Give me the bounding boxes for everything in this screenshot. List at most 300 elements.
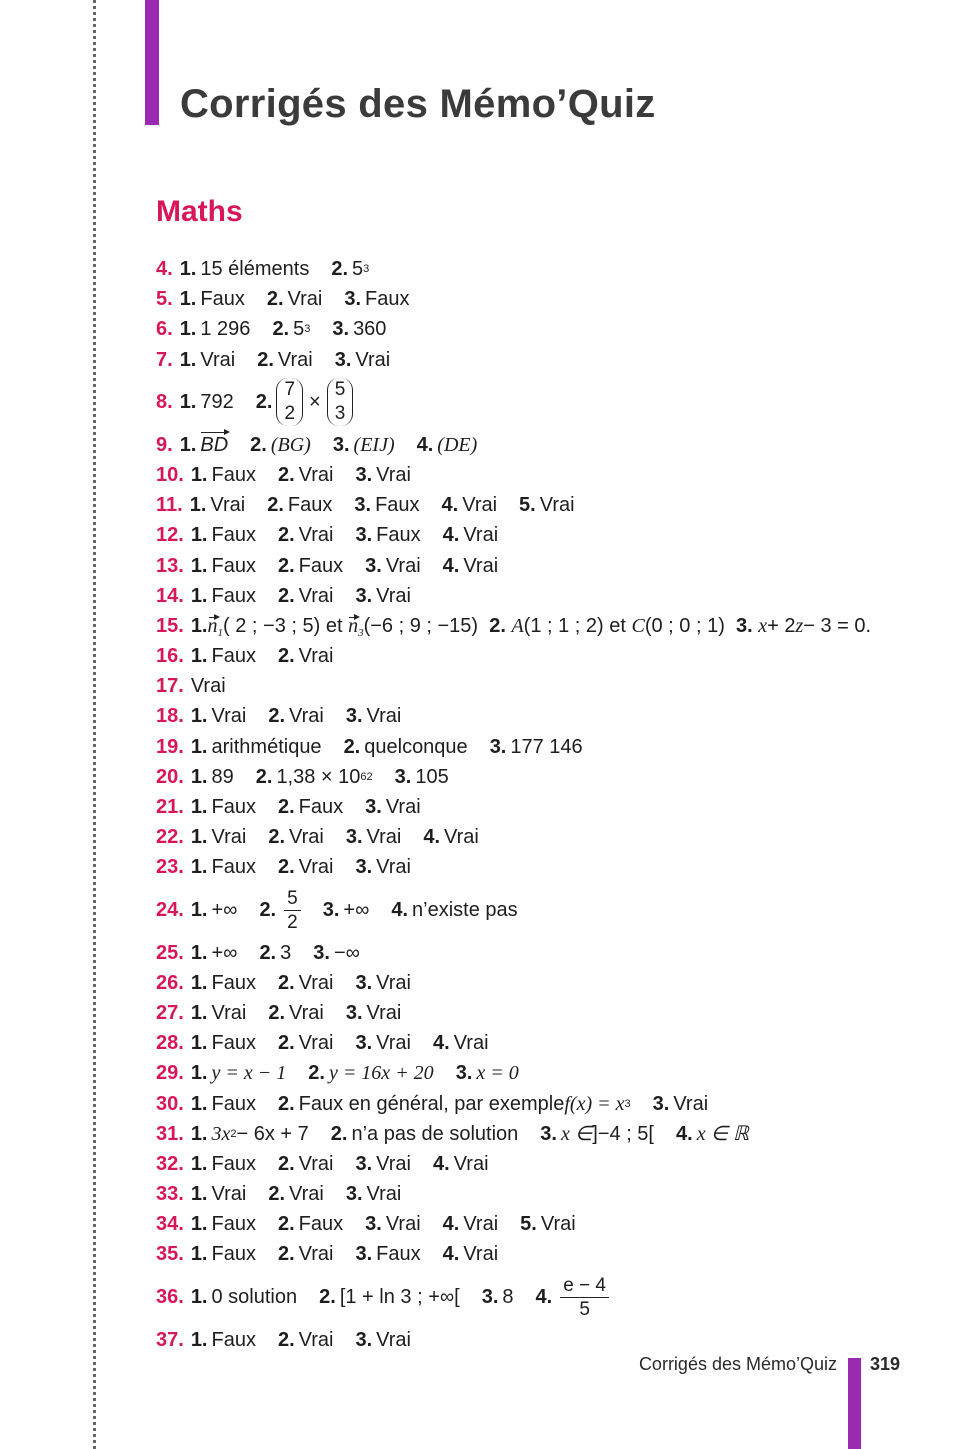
answer-row bbox=[156, 968, 936, 998]
question-number: 5. bbox=[156, 288, 173, 311]
answer-text: Vrai bbox=[376, 1328, 411, 1351]
answer-key: 3. bbox=[355, 524, 373, 547]
answer-key: 4. bbox=[442, 1213, 460, 1236]
answer-row bbox=[156, 762, 936, 792]
answer bbox=[433, 1028, 489, 1058]
answer bbox=[278, 460, 334, 490]
answer-key: 5. bbox=[520, 1213, 537, 1236]
answer bbox=[191, 895, 238, 925]
answer-text: Faux bbox=[298, 554, 344, 577]
answer-text: Faux bbox=[211, 645, 256, 668]
answer-text: Vrai bbox=[289, 1001, 324, 1024]
answer-key: 3. bbox=[345, 1183, 363, 1206]
answer bbox=[267, 490, 332, 520]
answer bbox=[257, 345, 313, 375]
answer-key: 2. bbox=[259, 941, 277, 964]
footer-accent-bar bbox=[848, 1358, 861, 1449]
answer bbox=[443, 520, 499, 550]
question-number: 25. bbox=[156, 941, 184, 964]
question-number: 23. bbox=[156, 856, 184, 879]
question-number: 4. bbox=[156, 258, 173, 280]
answer bbox=[268, 1179, 324, 1209]
answer-key: 2. bbox=[277, 796, 295, 818]
answer-key: 1. bbox=[190, 735, 208, 758]
answer-text: quelconque bbox=[364, 735, 468, 758]
answer-key: 2. bbox=[268, 705, 286, 728]
answer-text: Vrai bbox=[376, 856, 411, 879]
answer-text: (EIJ) bbox=[353, 433, 395, 456]
answer: 2. 5 3 bbox=[331, 254, 369, 284]
answer-text: Vrai bbox=[298, 1152, 334, 1175]
question-number: 32. bbox=[156, 1152, 184, 1175]
answer bbox=[191, 520, 256, 550]
answer bbox=[308, 1058, 433, 1088]
answer-text: 792 bbox=[200, 391, 234, 414]
answer bbox=[355, 581, 411, 611]
answer-key: 3. bbox=[344, 288, 362, 311]
answer bbox=[355, 1149, 411, 1179]
answer bbox=[278, 641, 334, 671]
math-expression: f(x) = x bbox=[564, 1092, 625, 1115]
vector-symbol: n bbox=[207, 614, 218, 637]
answer-text: 1 296 bbox=[200, 318, 251, 341]
question-number: 34. bbox=[156, 1213, 184, 1236]
answer-key: 1. bbox=[190, 898, 208, 921]
answer-key: 3. bbox=[355, 1243, 373, 1266]
answer-row bbox=[156, 520, 936, 550]
question-number: 10. bbox=[156, 463, 184, 486]
answer-row bbox=[156, 1179, 936, 1209]
answer-key: 3. bbox=[455, 1062, 473, 1085]
answer bbox=[676, 1119, 749, 1149]
answer-text: (BG) bbox=[270, 433, 311, 456]
answer-text: Vrai bbox=[298, 1328, 334, 1351]
answer-text: Vrai bbox=[453, 1032, 489, 1055]
answer-text: Vrai bbox=[376, 1152, 411, 1175]
answer bbox=[191, 1089, 256, 1119]
math-text: − 3 = 0. bbox=[803, 614, 872, 637]
answer bbox=[191, 671, 226, 701]
conjunction: et bbox=[320, 614, 349, 637]
math-text: + 2 bbox=[767, 614, 796, 637]
answer bbox=[365, 551, 421, 581]
answer bbox=[355, 1028, 411, 1058]
answer-key: 2. bbox=[478, 614, 512, 637]
answer bbox=[267, 284, 323, 314]
answer-key: 2. bbox=[319, 1286, 336, 1309]
question-number: 24. bbox=[156, 898, 184, 921]
answer-text: 177 146 bbox=[510, 735, 583, 758]
answer bbox=[354, 490, 419, 520]
vector-n1 bbox=[208, 611, 224, 641]
answer bbox=[191, 1282, 297, 1312]
question-number: 19. bbox=[156, 735, 184, 758]
times-sign: × bbox=[309, 391, 321, 414]
answer bbox=[323, 895, 370, 925]
answer-key: 1. bbox=[179, 391, 197, 414]
answer-row bbox=[156, 732, 936, 762]
answer-key: 2. bbox=[268, 1183, 286, 1206]
answer-text: Vrai bbox=[444, 826, 479, 849]
question-number: 27. bbox=[156, 1001, 184, 1024]
fraction bbox=[560, 1274, 609, 1321]
answer-row bbox=[156, 430, 936, 460]
answer-text: Vrai bbox=[298, 1243, 334, 1266]
answer-text: Vrai bbox=[366, 705, 402, 728]
question-number: 18. bbox=[156, 705, 184, 728]
answer bbox=[180, 284, 245, 314]
question-number: 30. bbox=[156, 1092, 184, 1115]
answer-key: 1. bbox=[190, 1183, 208, 1206]
answer: 1. 3x 2 − 6x + 7 bbox=[191, 1119, 309, 1149]
answer bbox=[191, 1239, 256, 1269]
answer-key: 1. bbox=[190, 463, 208, 486]
answer: 2. 1,38 × 10 62 bbox=[256, 762, 373, 792]
answer-key: 3. bbox=[355, 856, 373, 879]
question-number: 33. bbox=[156, 1183, 184, 1206]
answer bbox=[191, 968, 256, 998]
answer-key: 3. bbox=[652, 1092, 670, 1115]
answer bbox=[191, 551, 256, 581]
answer-key: 1. bbox=[189, 494, 207, 517]
answer-key: 3. bbox=[355, 1328, 373, 1351]
answer-text: Vrai bbox=[298, 856, 334, 879]
answer-row bbox=[156, 1058, 936, 1088]
answer bbox=[191, 701, 247, 731]
answer-key: 3. bbox=[345, 705, 363, 728]
answer-key: 4. bbox=[433, 1152, 450, 1175]
answer-text: arithmétique bbox=[211, 735, 322, 758]
answer-text: Vrai bbox=[376, 1032, 411, 1055]
answer bbox=[191, 998, 247, 1028]
answer bbox=[319, 1282, 460, 1312]
answer-text: Faux bbox=[211, 796, 256, 818]
answer bbox=[180, 254, 310, 284]
answer-key: 2. bbox=[308, 1062, 325, 1085]
answer-key: 3. bbox=[355, 1032, 373, 1055]
answer bbox=[536, 1274, 609, 1321]
answer-text: 89 bbox=[211, 765, 234, 788]
answer-key: 4. bbox=[676, 1122, 693, 1145]
answer bbox=[520, 1209, 576, 1239]
title-accent-bar bbox=[145, 0, 159, 125]
answer-text: Faux bbox=[211, 971, 256, 994]
answer: 2. 5 3 bbox=[272, 314, 310, 344]
answer-row bbox=[156, 1089, 936, 1119]
answer-key: 3. bbox=[540, 1122, 557, 1145]
math-expression: x ∈ ℝ bbox=[696, 1122, 749, 1145]
answer bbox=[190, 490, 246, 520]
answer-key: 1. bbox=[190, 554, 208, 577]
answer bbox=[191, 460, 256, 490]
answer-row bbox=[156, 701, 936, 731]
answer bbox=[355, 852, 411, 882]
binomial-top: 5 bbox=[334, 379, 346, 401]
question-number: 6. bbox=[156, 318, 173, 341]
answer-key: 1. bbox=[190, 584, 208, 607]
answer-text: Faux bbox=[211, 1243, 256, 1266]
answer-key: 2. bbox=[255, 765, 273, 788]
math-expression: y = 16x + 20 bbox=[328, 1062, 434, 1085]
question-number: 21. bbox=[156, 796, 184, 818]
answer-text: −∞ bbox=[333, 941, 360, 964]
page-number: 319 bbox=[870, 1354, 901, 1374]
answer-key: 2. bbox=[277, 1243, 295, 1266]
answer-text: +∞ bbox=[211, 898, 238, 921]
answer-text: n’existe pas bbox=[412, 898, 518, 921]
answer-key: 4. bbox=[391, 898, 409, 921]
answer-text: 0 solution bbox=[211, 1286, 298, 1309]
answer-key: 3. bbox=[489, 735, 507, 758]
answer bbox=[256, 378, 354, 426]
answer bbox=[346, 998, 402, 1028]
answer-text: Faux bbox=[376, 1243, 421, 1266]
answer-key: 3. bbox=[355, 463, 373, 486]
answer-key: 2. bbox=[277, 1092, 295, 1115]
answer-key: 1. bbox=[190, 1122, 208, 1145]
answer-key: 1. bbox=[190, 705, 208, 728]
answer-key: 2. bbox=[268, 1001, 286, 1024]
answer-key: 1. bbox=[190, 1032, 208, 1055]
answer-row bbox=[156, 1119, 936, 1149]
answer-key: 2. bbox=[277, 554, 295, 577]
answer-text: Faux bbox=[211, 856, 256, 879]
answer-text: Faux bbox=[211, 1152, 256, 1175]
subscript: 3 bbox=[358, 626, 364, 639]
answer-text: Faux en général, par exemple bbox=[298, 1092, 565, 1115]
answer-key: 2. bbox=[250, 433, 267, 456]
fraction bbox=[284, 887, 301, 934]
answer-key: 4. bbox=[423, 826, 441, 849]
answer-text: (DE) bbox=[437, 433, 478, 456]
answer-key: 3. bbox=[365, 796, 382, 818]
answer bbox=[259, 938, 291, 968]
answer-text: 8 bbox=[502, 1286, 514, 1309]
answer-text: Vrai bbox=[385, 554, 421, 577]
answer bbox=[423, 822, 479, 852]
answer-text: Faux bbox=[287, 494, 333, 517]
answer-text: Vrai bbox=[298, 645, 334, 668]
answer-key: 4. bbox=[441, 494, 459, 517]
math-expression: y = x − 1 bbox=[211, 1062, 287, 1085]
answer-key: 3. bbox=[345, 1001, 363, 1024]
answer-key: 3. bbox=[313, 941, 330, 964]
answer bbox=[313, 938, 360, 968]
answer-key: 2. bbox=[277, 1152, 295, 1175]
answer-key: 1. bbox=[190, 524, 208, 547]
answer-text: ]−4 ; 5[ bbox=[592, 1122, 654, 1145]
answer-key: 1. bbox=[190, 1286, 208, 1309]
answer-text: Vrai bbox=[211, 705, 247, 728]
question-number: 9. bbox=[156, 433, 173, 456]
answer bbox=[443, 1209, 499, 1239]
answer bbox=[278, 551, 343, 581]
answer-key: 2. bbox=[277, 524, 295, 547]
answer-text: Vrai bbox=[366, 826, 402, 849]
point-label: A bbox=[511, 614, 524, 637]
answer-text: Vrai bbox=[385, 796, 421, 818]
answer bbox=[191, 732, 322, 762]
answer-key: 3. bbox=[322, 898, 340, 921]
answer bbox=[355, 1325, 411, 1355]
answer-key: 1. bbox=[179, 318, 197, 341]
answer bbox=[278, 852, 334, 882]
binomial bbox=[327, 378, 354, 426]
answer bbox=[191, 1179, 247, 1209]
binomial-top: 7 bbox=[284, 379, 296, 401]
answer-row bbox=[156, 284, 936, 314]
answer-key: 4. bbox=[433, 1032, 450, 1055]
answer bbox=[191, 852, 256, 882]
answer-key: 1. bbox=[190, 645, 208, 668]
answer-row bbox=[156, 671, 936, 701]
question-number: 37. bbox=[156, 1328, 184, 1351]
answer-key: 1. bbox=[190, 971, 208, 994]
answer-text: Faux bbox=[211, 524, 256, 547]
answer bbox=[331, 1119, 518, 1149]
answer-key: 2. bbox=[343, 735, 361, 758]
answer-key: 1. bbox=[179, 258, 197, 280]
answer-key: 4. bbox=[442, 554, 460, 577]
answer-text: Vrai bbox=[211, 1183, 247, 1206]
answer bbox=[482, 1282, 514, 1312]
answer-key: 3. bbox=[345, 826, 363, 849]
vector-symbol: n bbox=[348, 614, 359, 637]
answer-text: Faux bbox=[211, 463, 256, 486]
binomial-bottom: 3 bbox=[334, 403, 346, 425]
answer-text: Vrai bbox=[463, 1243, 499, 1266]
answer-key: 3. bbox=[365, 1213, 382, 1236]
answer bbox=[365, 1209, 421, 1239]
answer-key: 1. bbox=[190, 941, 208, 964]
answer-key: 2. bbox=[259, 898, 277, 921]
answer-text: Vrai bbox=[289, 705, 324, 728]
answer bbox=[346, 822, 402, 852]
math-var: z bbox=[795, 614, 804, 637]
answer-key: 4. bbox=[535, 1286, 553, 1309]
answer bbox=[278, 1209, 343, 1239]
answer-text: Vrai bbox=[376, 971, 411, 994]
answer-key: 2. bbox=[277, 463, 295, 486]
answer-text: +∞ bbox=[343, 898, 370, 921]
answer bbox=[540, 1119, 654, 1149]
numerator: e − 4 bbox=[560, 1274, 609, 1298]
answer bbox=[191, 1058, 286, 1088]
answer bbox=[653, 1089, 709, 1119]
answer-text: Vrai bbox=[673, 1092, 709, 1115]
answer-key: 3. bbox=[481, 1286, 499, 1309]
answer bbox=[456, 1058, 519, 1088]
answer-text: Vrai bbox=[289, 826, 324, 849]
answer-text: Faux bbox=[376, 524, 421, 547]
cut-line bbox=[93, 0, 96, 1449]
answer-row bbox=[156, 998, 936, 1028]
answer-key: 3. bbox=[332, 318, 350, 341]
answer-text: Vrai bbox=[463, 1213, 499, 1236]
answer-text: Vrai bbox=[298, 463, 334, 486]
answer-text: Faux bbox=[211, 554, 256, 577]
answer-key: 1. bbox=[179, 433, 197, 456]
answer bbox=[355, 520, 420, 550]
answer-text: 5 bbox=[352, 258, 364, 280]
answer-key: 4. bbox=[442, 524, 460, 547]
answer bbox=[443, 1239, 499, 1269]
answer-text: Vrai bbox=[539, 494, 575, 517]
answer bbox=[278, 792, 343, 822]
question-number: 26. bbox=[156, 971, 184, 994]
answer bbox=[365, 792, 421, 822]
answer-key: 5. bbox=[519, 494, 536, 517]
answer bbox=[344, 284, 409, 314]
answer-text: Vrai bbox=[376, 463, 411, 486]
answer-row bbox=[156, 581, 936, 611]
answer bbox=[268, 701, 324, 731]
answer-key: 2. bbox=[330, 1122, 348, 1145]
answer-text: 105 bbox=[415, 765, 449, 788]
footer-running-title: Corrigés des Mémo’Quiz bbox=[638, 1354, 837, 1374]
answer-text: 15 éléments bbox=[200, 258, 310, 280]
answer-text: [1 + ln 3 ; +∞[ bbox=[339, 1286, 460, 1309]
math-expression: x = 0 bbox=[476, 1062, 519, 1085]
answer bbox=[355, 460, 411, 490]
answer-key: 1. bbox=[190, 614, 208, 637]
answer bbox=[355, 968, 411, 998]
vector: BD bbox=[200, 430, 228, 460]
answer-text: +∞ bbox=[211, 941, 238, 964]
answer-text: Faux bbox=[211, 1328, 256, 1351]
answer bbox=[278, 1239, 334, 1269]
answer-key: 1. bbox=[179, 288, 197, 311]
vector-value: (−6 ; 9 ; −15) bbox=[363, 614, 479, 637]
question-number: 31. bbox=[156, 1122, 184, 1145]
answer bbox=[346, 1179, 402, 1209]
answer bbox=[268, 998, 324, 1028]
question-number: 20. bbox=[156, 765, 184, 788]
answer-row bbox=[156, 490, 936, 520]
answer-key: 3. bbox=[365, 554, 382, 577]
answer bbox=[391, 895, 517, 925]
answer-text: Vrai bbox=[355, 348, 391, 371]
answer-text: Vrai bbox=[366, 1001, 402, 1024]
answer-text: 1,38 × 10 bbox=[276, 765, 361, 788]
answer-key: 1. bbox=[190, 796, 208, 818]
question-number: 36. bbox=[156, 1286, 184, 1309]
section-title: Maths bbox=[156, 195, 243, 228]
question-number: 29. bbox=[156, 1062, 184, 1085]
answer-row bbox=[156, 460, 936, 490]
answer bbox=[191, 1209, 256, 1239]
answer-key: 2. bbox=[272, 318, 290, 341]
answer-text: Vrai bbox=[298, 1032, 334, 1055]
math-expression: x ∈ bbox=[560, 1122, 593, 1145]
answer-key: 1. bbox=[179, 348, 197, 371]
answer-text: Vrai bbox=[463, 554, 499, 577]
answer-text: Faux bbox=[200, 288, 245, 311]
question-number: 14. bbox=[156, 584, 184, 607]
answer-row bbox=[156, 1239, 936, 1269]
answer-text: Vrai bbox=[462, 494, 498, 517]
answer-text: 5 bbox=[293, 318, 305, 341]
answer-text: Vrai bbox=[277, 348, 313, 371]
answer bbox=[180, 345, 236, 375]
answer-key: 3. bbox=[355, 1152, 373, 1175]
question-number: 7. bbox=[156, 348, 173, 371]
answer-text: Vrai bbox=[463, 524, 499, 547]
answer bbox=[433, 1149, 489, 1179]
math-expression: 3x bbox=[211, 1122, 231, 1145]
answer-key: 2. bbox=[277, 1213, 295, 1236]
answer bbox=[519, 490, 575, 520]
